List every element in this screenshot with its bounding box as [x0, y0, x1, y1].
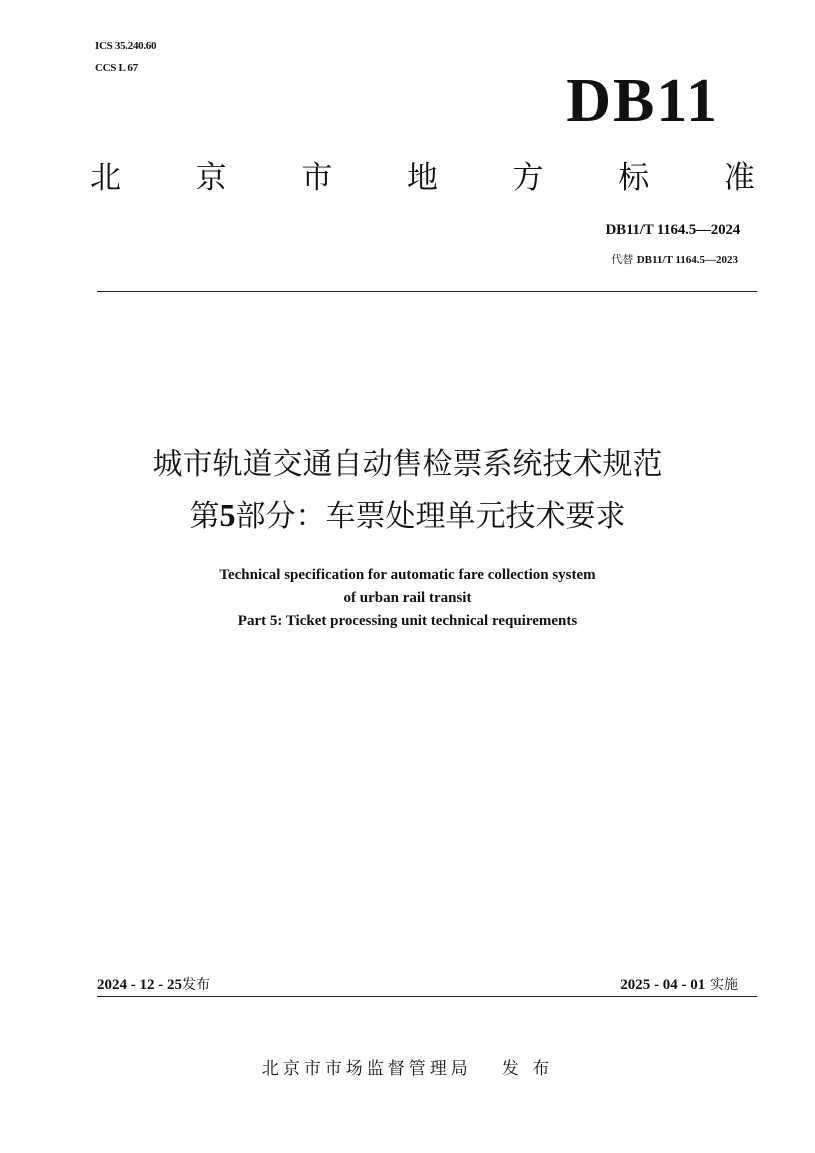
standard-number: DB11/T 1164.5—2024	[605, 222, 740, 238]
chinese-title-line2	[0, 495, 815, 537]
replaces-number: DB11/T 1164.5—2023	[636, 254, 738, 266]
standard-type-char: 地	[406, 160, 438, 196]
implement-date: 2025 - 04 - 01	[620, 977, 706, 993]
ics-code: ICS 35.240.60	[95, 40, 157, 52]
implement-label: 实施	[710, 977, 738, 993]
ccs-code: CCS L 67	[95, 62, 138, 74]
chinese-title-line1: 城市轨道交通自动售检票系统技术规范	[152, 447, 663, 482]
part-number: 5	[219, 497, 236, 533]
standard-type-char: 标	[618, 160, 650, 196]
english-title-line1: Technical specification for automatic fare collection system	[219, 567, 596, 583]
standard-type-char: 方	[512, 160, 544, 196]
replaces-line	[611, 251, 738, 267]
publish-label: 发布	[182, 977, 210, 993]
english-title-line2: of urban rail transit	[343, 590, 472, 606]
publish-date: 2024 - 12 - 25	[97, 977, 182, 993]
implement-date-line	[620, 974, 738, 994]
english-title-line3: Part 5: Ticket processing unit technical requirements	[237, 613, 578, 629]
replaces-label: 代替	[611, 253, 634, 266]
header-divider	[97, 291, 757, 292]
issuer-name: 北京市市场监督管理局	[261, 1059, 472, 1079]
publish-date-line	[97, 974, 210, 994]
issuer-line	[0, 1054, 815, 1079]
footer-divider	[97, 996, 757, 997]
standard-type-char: 准	[723, 160, 755, 196]
issue-label: 发 布	[501, 1059, 554, 1079]
standard-code-logo: DB11	[566, 67, 719, 135]
chinese-title-prefix: 第	[189, 499, 220, 534]
standard-type-char: 市	[301, 160, 333, 196]
standard-type-char: 京	[195, 160, 227, 196]
standard-type-title	[90, 156, 755, 200]
standard-type-char: 北	[90, 160, 121, 196]
chinese-title-suffix: 部分：车票处理单元技术要求	[235, 499, 626, 534]
